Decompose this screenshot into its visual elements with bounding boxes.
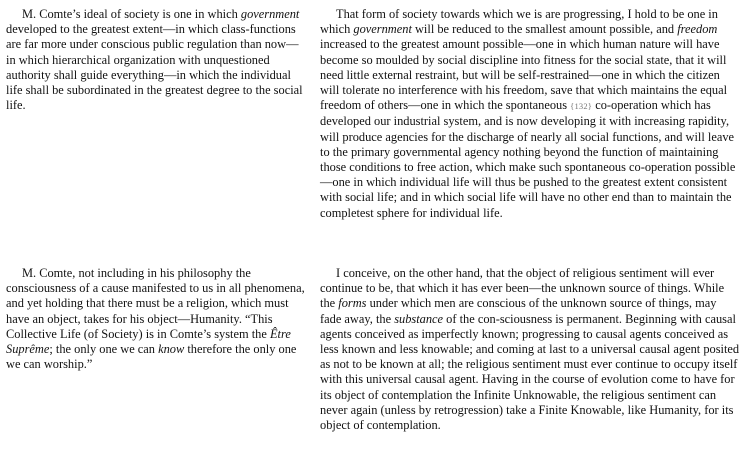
emphasis-government: government (353, 22, 412, 37)
text-run: M. Comte’s ideal of society is one in which (22, 7, 241, 21)
text-run: I conceive, on the other hand, that the object of religious sentiment will ever continue to be, that which it has ever been—the unknown source of things. While the (320, 266, 725, 311)
comte-ideal-of-society-paragraph (6, 7, 306, 113)
text-run: of the con-sciousness is permanent. Beginning with causal agents conceived as imperfectly known; progressing to causal agents conceived as less known and less knowable; and coming at last to a universal causal agent posited as not to be known at all; the religious sentiment must ever continue to occupy itself with this universal causal agent. Having in the course of evolution come to have for its object of contemplation the Infinite Unknowable, the religious sentiment can never again (unless by retrogression) take a Finite Knowable, like Humanity, for its object of contemplation. (320, 311, 740, 433)
page-reference-marker: {132} (570, 101, 593, 112)
emphasis-government: government (240, 7, 300, 21)
text-run: ; the only one we can (49, 342, 159, 357)
emphasis-freedom: freedom (677, 22, 718, 37)
author-religious-sentiment-paragraph (320, 266, 740, 433)
emphasis-etre-supreme: Être Suprême (6, 326, 291, 357)
text-run: will be reduced to the smallest amount possible, and (411, 22, 678, 37)
text-run: That form of society towards which we is are progressing, I hold to be one in which (320, 7, 718, 37)
text-run: therefore the only one we can worship.” (6, 342, 297, 372)
text-run: increased to the greatest amount possible—one in which human nature will have become so moulded by social discipline into fitness for the social state, that it will need little external restraint, but will be self-restrained—one in which the citizen will tolerate no interference with his freedom, save that which maintains the equal freedom of others—one in which the spontaneous (320, 37, 728, 113)
author-form-of-society-paragraph (320, 7, 740, 221)
emphasis-know: know (158, 342, 185, 357)
emphasis-substance: substance (394, 311, 444, 326)
text-run: M. Comte, not including in his philosophy the consciousness of a cause manifested to us in all phenomena, and yet holding that there must be a religion, which must have an object, takes for his object—Humanity. “This Collective Life (of Society) is in Comte’s system the (6, 266, 305, 341)
text-run: co-operation which has developed our industrial system, and is now developing it with increasing rapidity, will produce agencies for the discharge of nearly all social functions, and will leave to the primary governmental agency nothing beyond the function of maintaining those conditions to free action, which make such spontaneous co-operation possible—one in which individual life will thus be pushed to the greatest extent consistent with social life; and in which social life will have no other end than to maintain the completest sphere for individual life. (320, 98, 736, 220)
text-run: developed to the greatest extent—in which class-functions are far more under conscious public regulation than now—in which hierarchical organization with unquestioned authority shall guide everything—in which the individual life shall be subordinated in the greatest degree to the social life. (6, 22, 303, 113)
emphasis-forms: forms (338, 296, 367, 311)
comte-religion-paragraph (6, 266, 306, 372)
text-run: under which men are conscious of the unknown source of things, may fade away, the (320, 296, 717, 326)
